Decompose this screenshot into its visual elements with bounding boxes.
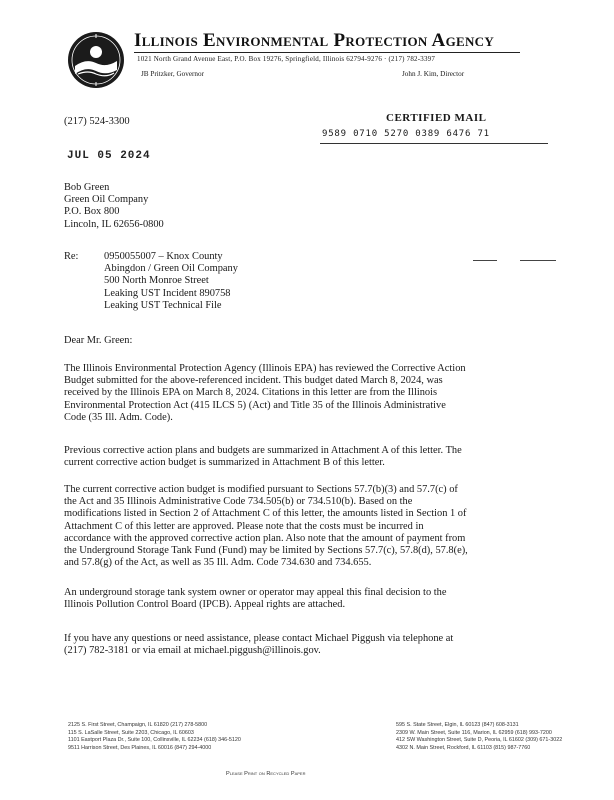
paragraph-line: Environmental Protection Act (415 ILCS 5) (Act) and Title 35 of the Illinois Administrative xyxy=(64,399,446,411)
paragraph-line: Code (35 Ill. Adm. Code). xyxy=(64,411,173,423)
recipient-line: Green Oil Company xyxy=(64,194,149,206)
paragraph-line: current corrective action budget is summarized in Attachment B of this letter. xyxy=(64,457,385,469)
footer-office: 1101 Eastport Plaza Dr., Suite 100, Collinsville, IL 62234 (618) 346-5120 xyxy=(68,737,241,744)
paragraph-line: Previous corrective action plans and budgets are summarized in Attachment A of this letter. The xyxy=(64,445,462,456)
paragraph-line: Attachment C of this letter are approved. Please note that the costs must be incurred in xyxy=(64,520,424,532)
footer-office: 9511 Harrison Street, Des Plaines, IL 60016 (847) 294-4000 xyxy=(68,744,212,751)
reference-line: 0950055007 – Knox County xyxy=(104,251,223,262)
paragraph-line: Illinois Pollution Control Board (IPCB). Appeal rights are attached. xyxy=(64,599,346,611)
agency-seal-logo xyxy=(66,30,126,90)
reference-line: Leaking UST Incident 890758 xyxy=(104,287,231,299)
paragraph-appeal xyxy=(64,587,446,611)
letterhead-rule xyxy=(134,52,520,53)
paragraph-line: accordance with the approved corrective action plan. Also note that the amount of payment from xyxy=(64,532,466,544)
paragraph-line: The Illinois Environmental Protection Agency (Illinois EPA) has reviewed the Corrective Action xyxy=(64,363,466,374)
paragraph-line: The current corrective action budget is modified pursuant to Sections 57.7(b)(3) and 57.7(c) of xyxy=(64,484,458,495)
paragraph-line: the Act and 35 Illinois Administrative Code 734.505(b) or 734.510(b). Based on the xyxy=(64,496,413,508)
director-name: John J. Kim, Director xyxy=(402,70,465,78)
paragraph-attachments xyxy=(64,445,462,469)
paragraph-budget-modification xyxy=(64,484,468,569)
date-stamp: JUL 05 2024 xyxy=(67,150,151,162)
salutation: Dear Mr. Green: xyxy=(64,335,133,346)
paragraph-line: If you have any questions or need assistance, please contact Michael Piggush via telephone at xyxy=(64,633,454,644)
recipient-line: Bob Green xyxy=(64,182,110,193)
paragraph-line: (217) 782-3181 or via email at michael.piggush@illinois.gov. xyxy=(64,645,321,657)
footer-office: 595 S. State Street, Elgin, IL 60123 (847) 608-3131 xyxy=(396,722,519,728)
governor-name: JB Pritzker, Governor xyxy=(141,70,204,78)
footer-office: 412 SW Washington Street, Suite D, Peoria, IL 61602 (309) 671-3022 xyxy=(396,737,563,744)
paragraph-line: Budget submitted for the above-referenced incident. This budget dated March 8, 2024, was xyxy=(64,375,443,387)
footer-offices-right xyxy=(396,722,562,752)
recipient-line: P.O. Box 800 xyxy=(64,206,120,218)
recipient-line: Lincoln, IL 62656-0800 xyxy=(64,218,164,230)
reference-block xyxy=(104,251,238,312)
reference-underline-mark xyxy=(520,260,556,261)
paragraph-line: the Underground Storage Tank Fund (Fund) may be limited by Sections 57.7(c), 57.8(d), 57.8(e), xyxy=(64,545,468,557)
paragraph-line: An underground storage tank system owner or operator may appeal this final decision to the xyxy=(64,587,447,598)
paragraph-line: received by the Illinois EPA on March 8, 2024. Citations in this letter are from the Illinois xyxy=(64,387,438,399)
reference-line: 500 North Monroe Street xyxy=(104,275,209,287)
reference-underline-mark xyxy=(473,260,497,261)
reference-line: Abingdon / Green Oil Company xyxy=(104,263,238,275)
paragraph-line: modifications listed in Section 2 of Attachment C of this letter, the amounts listed in Section 1 of xyxy=(64,508,467,520)
paragraph-review xyxy=(64,363,466,424)
certified-mail-rule xyxy=(320,143,548,144)
agency-address: 1021 North Grand Avenue East, P.O. Box 19276, Springfield, Illinois 62794-9276 · (217) 782-3397 xyxy=(137,55,436,63)
reference-label: Re: xyxy=(64,251,79,262)
paragraph-line: and 57.8(g) of the Act, as well as 35 Ill. Adm. Code 734.630 and 734.655. xyxy=(64,557,372,569)
paragraph-contact xyxy=(64,633,453,657)
footer-offices-left xyxy=(68,722,241,752)
agency-title: Illinois Environmental Protection Agency xyxy=(134,30,495,51)
footer-office: 2309 W. Main Street, Suite 116, Marion, IL 62959 (618) 993-7200 xyxy=(396,729,552,736)
reference-line: Leaking UST Technical File xyxy=(104,299,222,311)
contact-phone: (217) 524-3300 xyxy=(64,116,130,127)
certified-mail-number: 9589 0710 5270 0389 6476 71 xyxy=(322,129,490,139)
recipient-address xyxy=(64,182,164,231)
certified-mail-label: CERTIFIED MAIL xyxy=(386,112,487,124)
footer-office: 4302 N. Main Street, Rockford, IL 61103 (815) 987-7760 xyxy=(396,744,531,751)
footer-office: 2125 S. First Street, Champaign, IL 61820 (217) 278-5800 xyxy=(68,722,208,728)
footer-office: 115 S. LaSalle Street, Suite 2203, Chicago, IL 60603 xyxy=(68,729,194,736)
recycled-paper-note: Please Print on Recycled Paper xyxy=(226,771,306,777)
